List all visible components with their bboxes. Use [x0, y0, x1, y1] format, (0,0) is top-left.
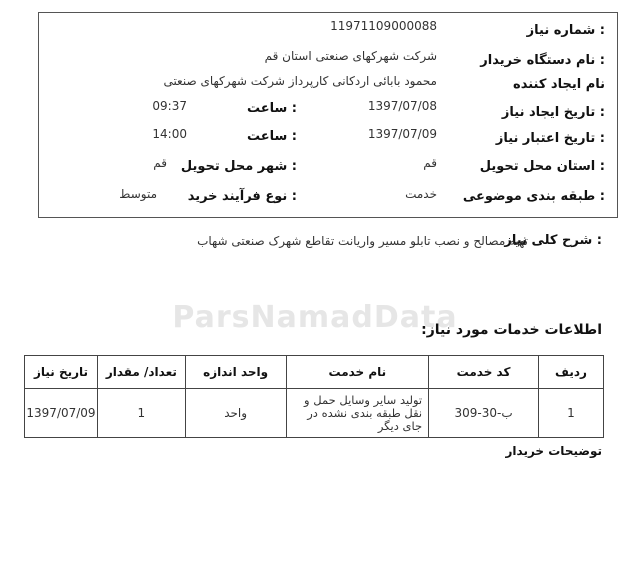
cell-service-name: تولید سایر وسایل حمل و نقل طبقه بندی نشده در جای دیگر: [286, 389, 429, 438]
valid-time-value: 14:00: [152, 127, 187, 141]
category-label: طبقه بندی موضوعی :: [462, 189, 605, 204]
header-need-date: تاریخ نیاز: [25, 356, 98, 389]
delivery-province-label: استان محل تحویل :: [479, 159, 605, 174]
description-value: تهیه مصالح و نصب تابلو مسیر واریانت تقاطع شهرک صنعتی شهاب: [197, 234, 528, 248]
header-quantity: تعداد/ مقدار: [98, 356, 186, 389]
buyer-notes-label: توضیحات خریدار: [505, 444, 602, 458]
need-number-value: 11971109000088: [330, 19, 437, 33]
buyer-org-value: شرکت شهرکهای صنعتی استان قم: [264, 49, 437, 63]
category-value: خدمت: [405, 187, 437, 201]
cell-quantity: 1: [98, 389, 186, 438]
creator-label: نام ایجاد کننده: [513, 77, 605, 92]
table-row: [25, 389, 604, 438]
watermark: ParsNamadData: [172, 300, 458, 335]
delivery-province-value: قم: [423, 156, 437, 170]
need-info-box: [38, 12, 618, 218]
header-service-code: کد خدمت: [429, 356, 539, 389]
valid-time-label: ساعت :: [246, 129, 297, 144]
creator-value: محمود بابائی اردکانی کارپرداز شرکت شهرکهای صنعتی: [163, 74, 437, 88]
delivery-city-label: شهر محل تحویل :: [180, 159, 297, 174]
created-date-value: 1397/07/08: [367, 99, 437, 113]
header-service-name: نام خدمت: [286, 356, 429, 389]
process-value: متوسط: [119, 187, 157, 201]
services-table: [24, 355, 604, 438]
process-label: نوع فرآیند خرید :: [187, 189, 297, 204]
valid-date-label: تاریخ اعتبار نیاز :: [495, 131, 605, 146]
buyer-org-label: نام دستگاه خریدار :: [480, 53, 605, 68]
delivery-city-value: قم: [153, 156, 167, 170]
created-time-label: ساعت :: [246, 101, 297, 116]
valid-date-value: 1397/07/09: [367, 127, 437, 141]
cell-service-code: ب-30-309: [429, 389, 539, 438]
header-row-number: ردیف: [538, 356, 603, 389]
cell-need-date: 1397/07/09: [25, 389, 98, 438]
description-label: شرح کلی نیاز :: [504, 233, 602, 248]
cell-row-number: 1: [538, 389, 603, 438]
need-number-label: شماره نیاز :: [526, 23, 605, 38]
created-date-label: تاریخ ایجاد نیاز :: [501, 105, 605, 120]
created-time-value: 09:37: [152, 99, 187, 113]
cell-unit: واحد: [185, 389, 286, 438]
services-title: اطلاعات خدمات مورد نیاز:: [421, 322, 602, 338]
header-unit: واحد اندازه: [185, 356, 286, 389]
table-header-row: [25, 356, 604, 389]
